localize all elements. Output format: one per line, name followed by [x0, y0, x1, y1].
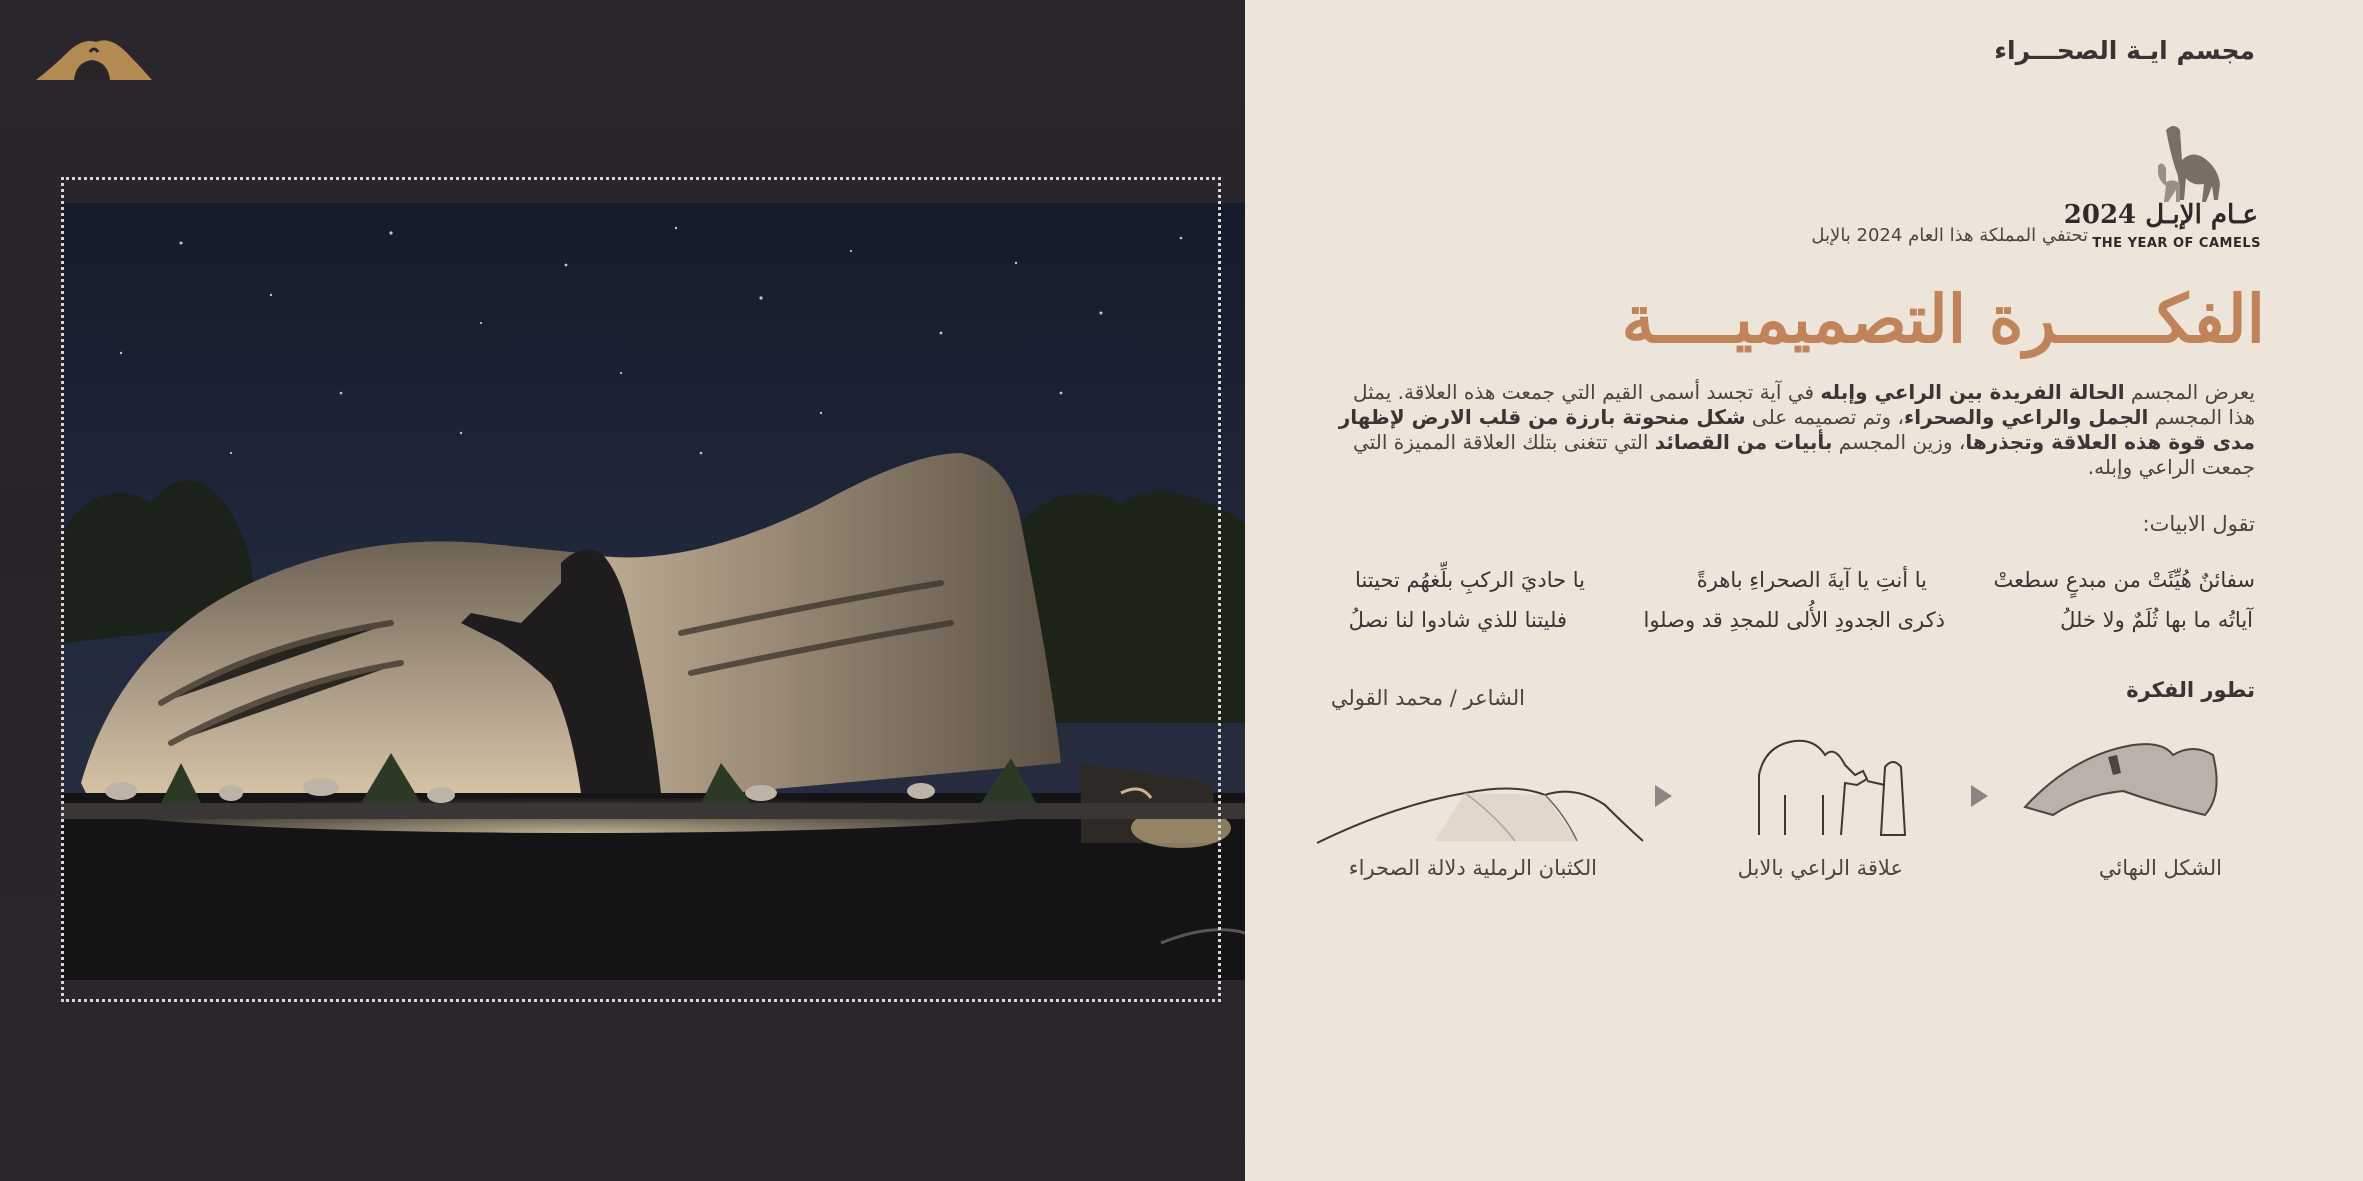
photo-frame — [61, 177, 1221, 1002]
verse-line: يا حاديَ الركبِ بلِّغهُم تحيتنا — [1355, 568, 1585, 592]
year-of-camels-english: THE YEAR OF CAMELS — [2092, 236, 2261, 251]
verses-lead: تقول الابيات: — [2142, 512, 2255, 536]
para-bold: بأبيات من القصائد — [1654, 430, 1833, 454]
verse-line: ذكرى الجدودِ الأُلى للمجدِ قد وصلوا — [1643, 608, 1945, 632]
stage-arrow-icon — [1971, 785, 1988, 807]
right-panel — [1245, 0, 2363, 1181]
para-text: التي تتغنى بتلك العلاقة المميزة التي جمعت الراعي وإبله. — [1353, 430, 2255, 479]
stage-caption-final: الشكل النهائي — [2098, 856, 2222, 880]
herder-camel-icon — [1745, 735, 1935, 845]
para-text: ، وتم تصميمه على — [1745, 405, 1904, 429]
para-bold: شكل منحوتة بارزة من قلب الارض لإظهار مدى قوة هذه العلاقة وتجذرها — [1338, 405, 2255, 454]
section-title: الفكـــــرة التصميميــــة — [1621, 280, 2265, 358]
sand-dunes-icon — [1315, 765, 1645, 845]
verse-line: فليتنا للذي شادوا لنا نصلُ — [1348, 608, 1567, 632]
camel-icon — [2096, 120, 2266, 255]
year-of-camels-arabic: عـام الإبـل 2024 — [2063, 200, 2258, 230]
stage-arrow-icon — [1655, 785, 1672, 807]
verse-line: سفائنٌ هُيِّئَتْ من مبدعٍ سطعتْ — [1993, 568, 2255, 592]
year-caption: تحتفي المملكة هذا العام 2024 بالإبل — [1811, 225, 2088, 246]
brand-logo-icon — [34, 36, 154, 82]
verse-line: آياتُه ما بها ثُلَمٌ ولا خللُ — [2060, 608, 2253, 632]
description-paragraph — [1330, 380, 2255, 480]
page-label: مجسم ايـة الصحـــراء — [1994, 36, 2255, 65]
para-text: ، وزين المجسم — [1832, 430, 1966, 454]
para-bold: الجمل والراعي والصحراء — [1904, 405, 2149, 429]
verse-line: يا أنتِ يا آيةَ الصحراءِ باهرةً — [1696, 568, 1927, 592]
stage-caption-dunes: الكثبان الرملية دلالة الصحراء — [1348, 856, 1597, 880]
para-bold: الحالة الفريدة بين الراعي وإبله — [1820, 380, 2125, 404]
evolution-heading: تطور الفكرة — [2126, 678, 2255, 702]
para-text: في آية تجسد أسمى القيم التي جمعت هذه العلاقة. يمثل هذا المجسم — [1353, 380, 2255, 429]
poet-credit: الشاعر / محمد القولي — [1330, 686, 1525, 710]
stage-caption-herder: علاقة الراعي بالابل — [1737, 856, 1903, 880]
final-shape-icon — [2013, 735, 2363, 845]
para-text: يعرض المجسم — [2124, 380, 2255, 404]
